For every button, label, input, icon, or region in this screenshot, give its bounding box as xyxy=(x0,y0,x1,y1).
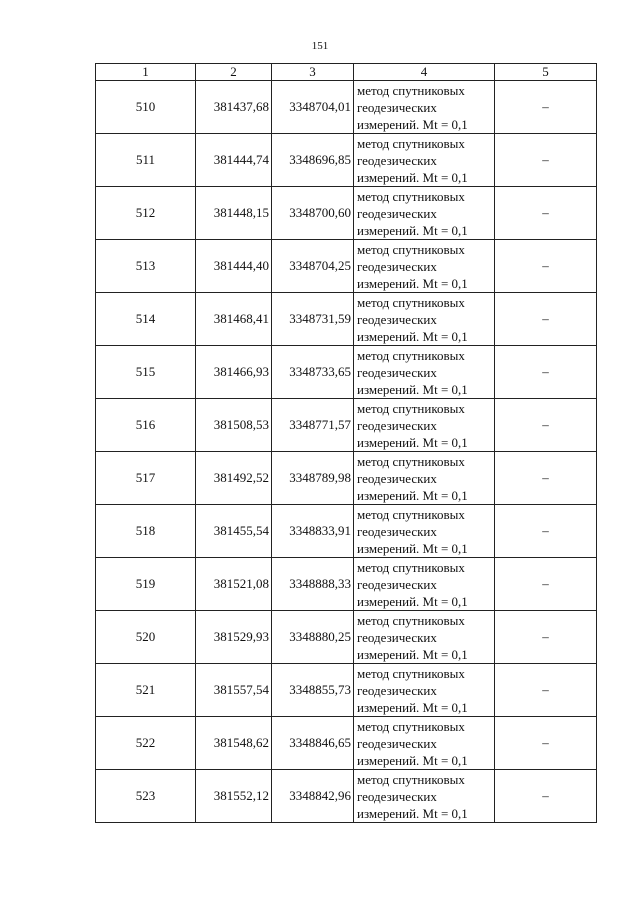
table-row xyxy=(96,505,597,558)
method-line-2: геодезических xyxy=(357,576,437,592)
method-line-2: геодезических xyxy=(357,523,437,539)
table-row xyxy=(96,81,597,134)
method-line-1: метод спутниковых xyxy=(357,718,465,734)
note-dash: – xyxy=(495,558,597,611)
note-dash: – xyxy=(495,452,597,505)
method-line-2: геодезических xyxy=(357,470,437,486)
method-description xyxy=(354,187,495,240)
coordinate-x: 381508,53 xyxy=(196,399,272,452)
method-description xyxy=(354,505,495,558)
coordinate-x: 381552,12 xyxy=(196,770,272,823)
column-header-4: 4 xyxy=(354,64,495,81)
method-line-2: геодезических xyxy=(357,788,437,804)
table-body xyxy=(96,81,597,823)
coordinate-y: 3348700,60 xyxy=(272,187,354,240)
coordinate-x: 381455,54 xyxy=(196,505,272,558)
page-number: 151 xyxy=(311,40,329,52)
method-line-1: метод спутниковых xyxy=(357,188,465,204)
method-line-1: метод спутниковых xyxy=(357,135,465,151)
note-dash: – xyxy=(495,770,597,823)
column-header-2: 2 xyxy=(196,64,272,81)
point-number: 521 xyxy=(96,664,196,717)
method-line-1: метод спутниковых xyxy=(357,82,465,98)
point-number: 519 xyxy=(96,558,196,611)
table-row xyxy=(96,240,597,293)
method-line-3: измерений. Mt = 0,1 xyxy=(357,275,468,291)
method-line-3: измерений. Mt = 0,1 xyxy=(357,540,468,556)
note-dash: – xyxy=(495,717,597,770)
method-description xyxy=(354,717,495,770)
point-number: 518 xyxy=(96,505,196,558)
coordinate-y: 3348696,85 xyxy=(272,134,354,187)
note-dash: – xyxy=(495,240,597,293)
point-number: 515 xyxy=(96,346,196,399)
method-line-1: метод спутниковых xyxy=(357,453,465,469)
method-line-1: метод спутниковых xyxy=(357,294,465,310)
coordinate-y: 3348880,25 xyxy=(272,611,354,664)
method-line-2: геодезических xyxy=(357,152,437,168)
coordinate-x: 381437,68 xyxy=(196,81,272,134)
coordinate-x: 381444,40 xyxy=(196,240,272,293)
table-row xyxy=(96,346,597,399)
column-header-5: 5 xyxy=(495,64,597,81)
coordinate-x: 381468,41 xyxy=(196,293,272,346)
coordinate-x: 381448,15 xyxy=(196,187,272,240)
coordinate-x: 381444,74 xyxy=(196,134,272,187)
point-number: 511 xyxy=(96,134,196,187)
method-line-3: измерений. Mt = 0,1 xyxy=(357,328,468,344)
point-number: 523 xyxy=(96,770,196,823)
method-line-1: метод спутниковых xyxy=(357,400,465,416)
method-description xyxy=(354,611,495,664)
note-dash: – xyxy=(495,134,597,187)
coordinate-x: 381521,08 xyxy=(196,558,272,611)
coordinate-y: 3348833,91 xyxy=(272,505,354,558)
method-line-1: метод спутниковых xyxy=(357,347,465,363)
table-row xyxy=(96,293,597,346)
table-row xyxy=(96,558,597,611)
table-row xyxy=(96,399,597,452)
coordinate-x: 381466,93 xyxy=(196,346,272,399)
coordinate-y: 3348846,65 xyxy=(272,717,354,770)
coordinate-y: 3348789,98 xyxy=(272,452,354,505)
coordinate-x: 381557,54 xyxy=(196,664,272,717)
method-line-3: измерений. Mt = 0,1 xyxy=(357,381,468,397)
method-line-1: метод спутниковых xyxy=(357,665,465,681)
method-description xyxy=(354,240,495,293)
method-description xyxy=(354,770,495,823)
coordinate-y: 3348704,25 xyxy=(272,240,354,293)
column-header-1: 1 xyxy=(96,64,196,81)
note-dash: – xyxy=(495,611,597,664)
coordinate-y: 3348731,59 xyxy=(272,293,354,346)
method-line-2: геодезических xyxy=(357,417,437,433)
note-dash: – xyxy=(495,81,597,134)
coordinate-x: 381492,52 xyxy=(196,452,272,505)
coordinate-x: 381548,62 xyxy=(196,717,272,770)
table-header-row xyxy=(96,64,597,81)
method-line-2: геодезических xyxy=(357,258,437,274)
table-row xyxy=(96,770,597,823)
method-description xyxy=(354,81,495,134)
table-row xyxy=(96,717,597,770)
coordinate-y: 3348842,96 xyxy=(272,770,354,823)
method-line-3: измерений. Mt = 0,1 xyxy=(357,646,468,662)
coordinate-y: 3348771,57 xyxy=(272,399,354,452)
method-line-2: геодезических xyxy=(357,99,437,115)
method-line-1: метод спутниковых xyxy=(357,506,465,522)
method-line-3: измерений. Mt = 0,1 xyxy=(357,487,468,503)
method-description xyxy=(354,346,495,399)
note-dash: – xyxy=(495,293,597,346)
coordinate-x: 381529,93 xyxy=(196,611,272,664)
column-header-3: 3 xyxy=(272,64,354,81)
method-description xyxy=(354,452,495,505)
method-line-1: метод спутниковых xyxy=(357,241,465,257)
point-number: 517 xyxy=(96,452,196,505)
method-line-1: метод спутниковых xyxy=(357,771,465,787)
coordinate-y: 3348733,65 xyxy=(272,346,354,399)
note-dash: – xyxy=(495,399,597,452)
method-line-3: измерений. Mt = 0,1 xyxy=(357,222,468,238)
method-line-3: измерений. Mt = 0,1 xyxy=(357,593,468,609)
method-line-2: геодезических xyxy=(357,205,437,221)
coordinate-y: 3348855,73 xyxy=(272,664,354,717)
point-number: 512 xyxy=(96,187,196,240)
method-line-3: измерений. Mt = 0,1 xyxy=(357,699,468,715)
point-number: 513 xyxy=(96,240,196,293)
point-number: 514 xyxy=(96,293,196,346)
method-line-1: метод спутниковых xyxy=(357,559,465,575)
method-line-2: геодезических xyxy=(357,311,437,327)
method-line-3: измерений. Mt = 0,1 xyxy=(357,805,468,821)
method-description xyxy=(354,134,495,187)
method-description xyxy=(354,293,495,346)
method-description xyxy=(354,664,495,717)
method-line-3: измерений. Mt = 0,1 xyxy=(357,116,468,132)
method-line-2: геодезических xyxy=(357,364,437,380)
table-row xyxy=(96,452,597,505)
coordinate-y: 3348704,01 xyxy=(272,81,354,134)
table-row xyxy=(96,611,597,664)
method-description xyxy=(354,399,495,452)
method-line-2: геодезических xyxy=(357,682,437,698)
method-line-1: метод спутниковых xyxy=(357,612,465,628)
table-row xyxy=(96,134,597,187)
method-line-2: геодезических xyxy=(357,735,437,751)
point-number: 520 xyxy=(96,611,196,664)
point-number: 516 xyxy=(96,399,196,452)
note-dash: – xyxy=(495,187,597,240)
method-line-3: измерений. Mt = 0,1 xyxy=(357,434,468,450)
note-dash: – xyxy=(495,664,597,717)
table-row xyxy=(96,187,597,240)
method-description xyxy=(354,558,495,611)
point-number: 522 xyxy=(96,717,196,770)
coordinate-y: 3348888,33 xyxy=(272,558,354,611)
method-line-3: измерений. Mt = 0,1 xyxy=(357,169,468,185)
coordinates-table xyxy=(95,63,597,823)
method-line-2: геодезических xyxy=(357,629,437,645)
point-number: 510 xyxy=(96,81,196,134)
note-dash: – xyxy=(495,505,597,558)
table-row xyxy=(96,664,597,717)
method-line-3: измерений. Mt = 0,1 xyxy=(357,752,468,768)
note-dash: – xyxy=(495,346,597,399)
